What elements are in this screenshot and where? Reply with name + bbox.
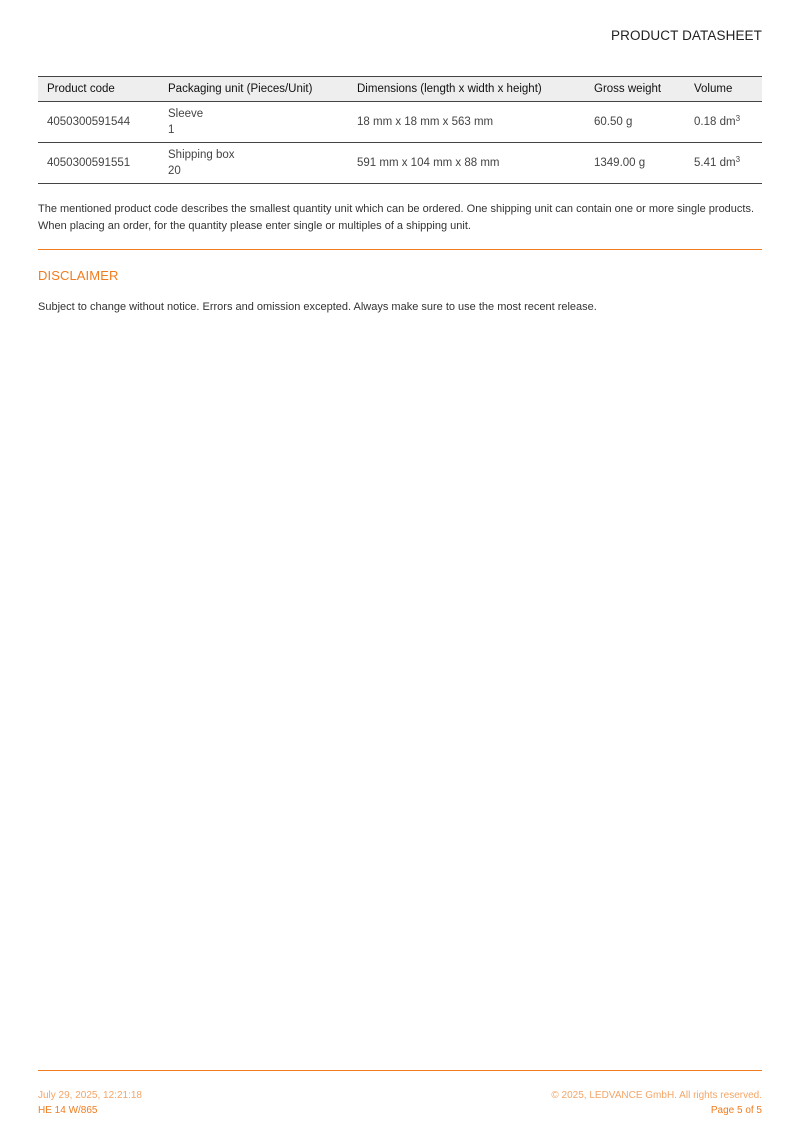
- table-row: [38, 102, 762, 143]
- document-title: PRODUCT DATASHEET: [611, 28, 762, 43]
- table-body: [38, 102, 762, 184]
- table-header-row: [38, 77, 762, 102]
- volume-cell: [685, 102, 762, 143]
- volume-exponent: 3: [735, 114, 741, 123]
- volume-cell: [685, 143, 762, 184]
- volume-exponent: 3: [735, 155, 741, 164]
- header-product-code: Product code: [38, 77, 159, 102]
- gross-weight-cell: 60.50 g: [585, 102, 685, 143]
- unit-name: Sleeve: [168, 108, 204, 120]
- header-packaging-unit: Packaging unit (Pieces/Unit): [159, 77, 348, 102]
- unit-pieces: 1: [168, 124, 175, 136]
- ordering-note-line-1: The mentioned product code describes the smallest quantity unit which can be ordered. One shipping unit can contain one or more single products.: [38, 203, 755, 215]
- packaging-unit-cell: [159, 102, 348, 143]
- footer-timestamp: July 29, 2025, 12:21:18: [38, 1090, 142, 1101]
- packaging-unit-cell: [159, 143, 348, 184]
- disclaimer-text: Subject to change without notice. Errors and omission excepted. Always make sure to use the most recent release.: [38, 301, 597, 313]
- section-divider: [38, 249, 762, 250]
- packaging-table: [38, 76, 762, 184]
- footer-page-number: Page 5 of 5: [710, 1105, 762, 1116]
- footer-right: [551, 1088, 762, 1118]
- volume-value: 0.18 dm: [694, 116, 736, 128]
- header-dimensions: Dimensions (length x width x height): [348, 77, 585, 102]
- disclaimer-heading: DISCLAIMER: [38, 268, 119, 283]
- footer-product-name: HE 14 W/865: [38, 1105, 98, 1116]
- footer-left: [38, 1088, 142, 1118]
- unit-name: Shipping box: [168, 149, 235, 161]
- product-code-cell: 4050300591551: [38, 143, 159, 184]
- dimensions-cell: 18 mm x 18 mm x 563 mm: [348, 102, 585, 143]
- dimensions-cell: 591 mm x 104 mm x 88 mm: [348, 143, 585, 184]
- table-header: [38, 77, 762, 102]
- unit-pieces: 20: [168, 165, 181, 177]
- ordering-note: [38, 201, 764, 235]
- volume-value: 5.41 dm: [694, 157, 736, 169]
- gross-weight-cell: 1349.00 g: [585, 143, 685, 184]
- header-gross-weight: Gross weight: [585, 77, 685, 102]
- product-code-cell: 4050300591544: [38, 102, 159, 143]
- footer-copyright: © 2025, LEDVANCE GmbH. All rights reserved.: [551, 1090, 762, 1101]
- table-row: [38, 143, 762, 184]
- footer-divider: [38, 1070, 762, 1071]
- ordering-note-line-2: When placing an order, for the quantity please enter single or multiples of a shipping unit.: [38, 220, 471, 232]
- header-volume: Volume: [685, 77, 762, 102]
